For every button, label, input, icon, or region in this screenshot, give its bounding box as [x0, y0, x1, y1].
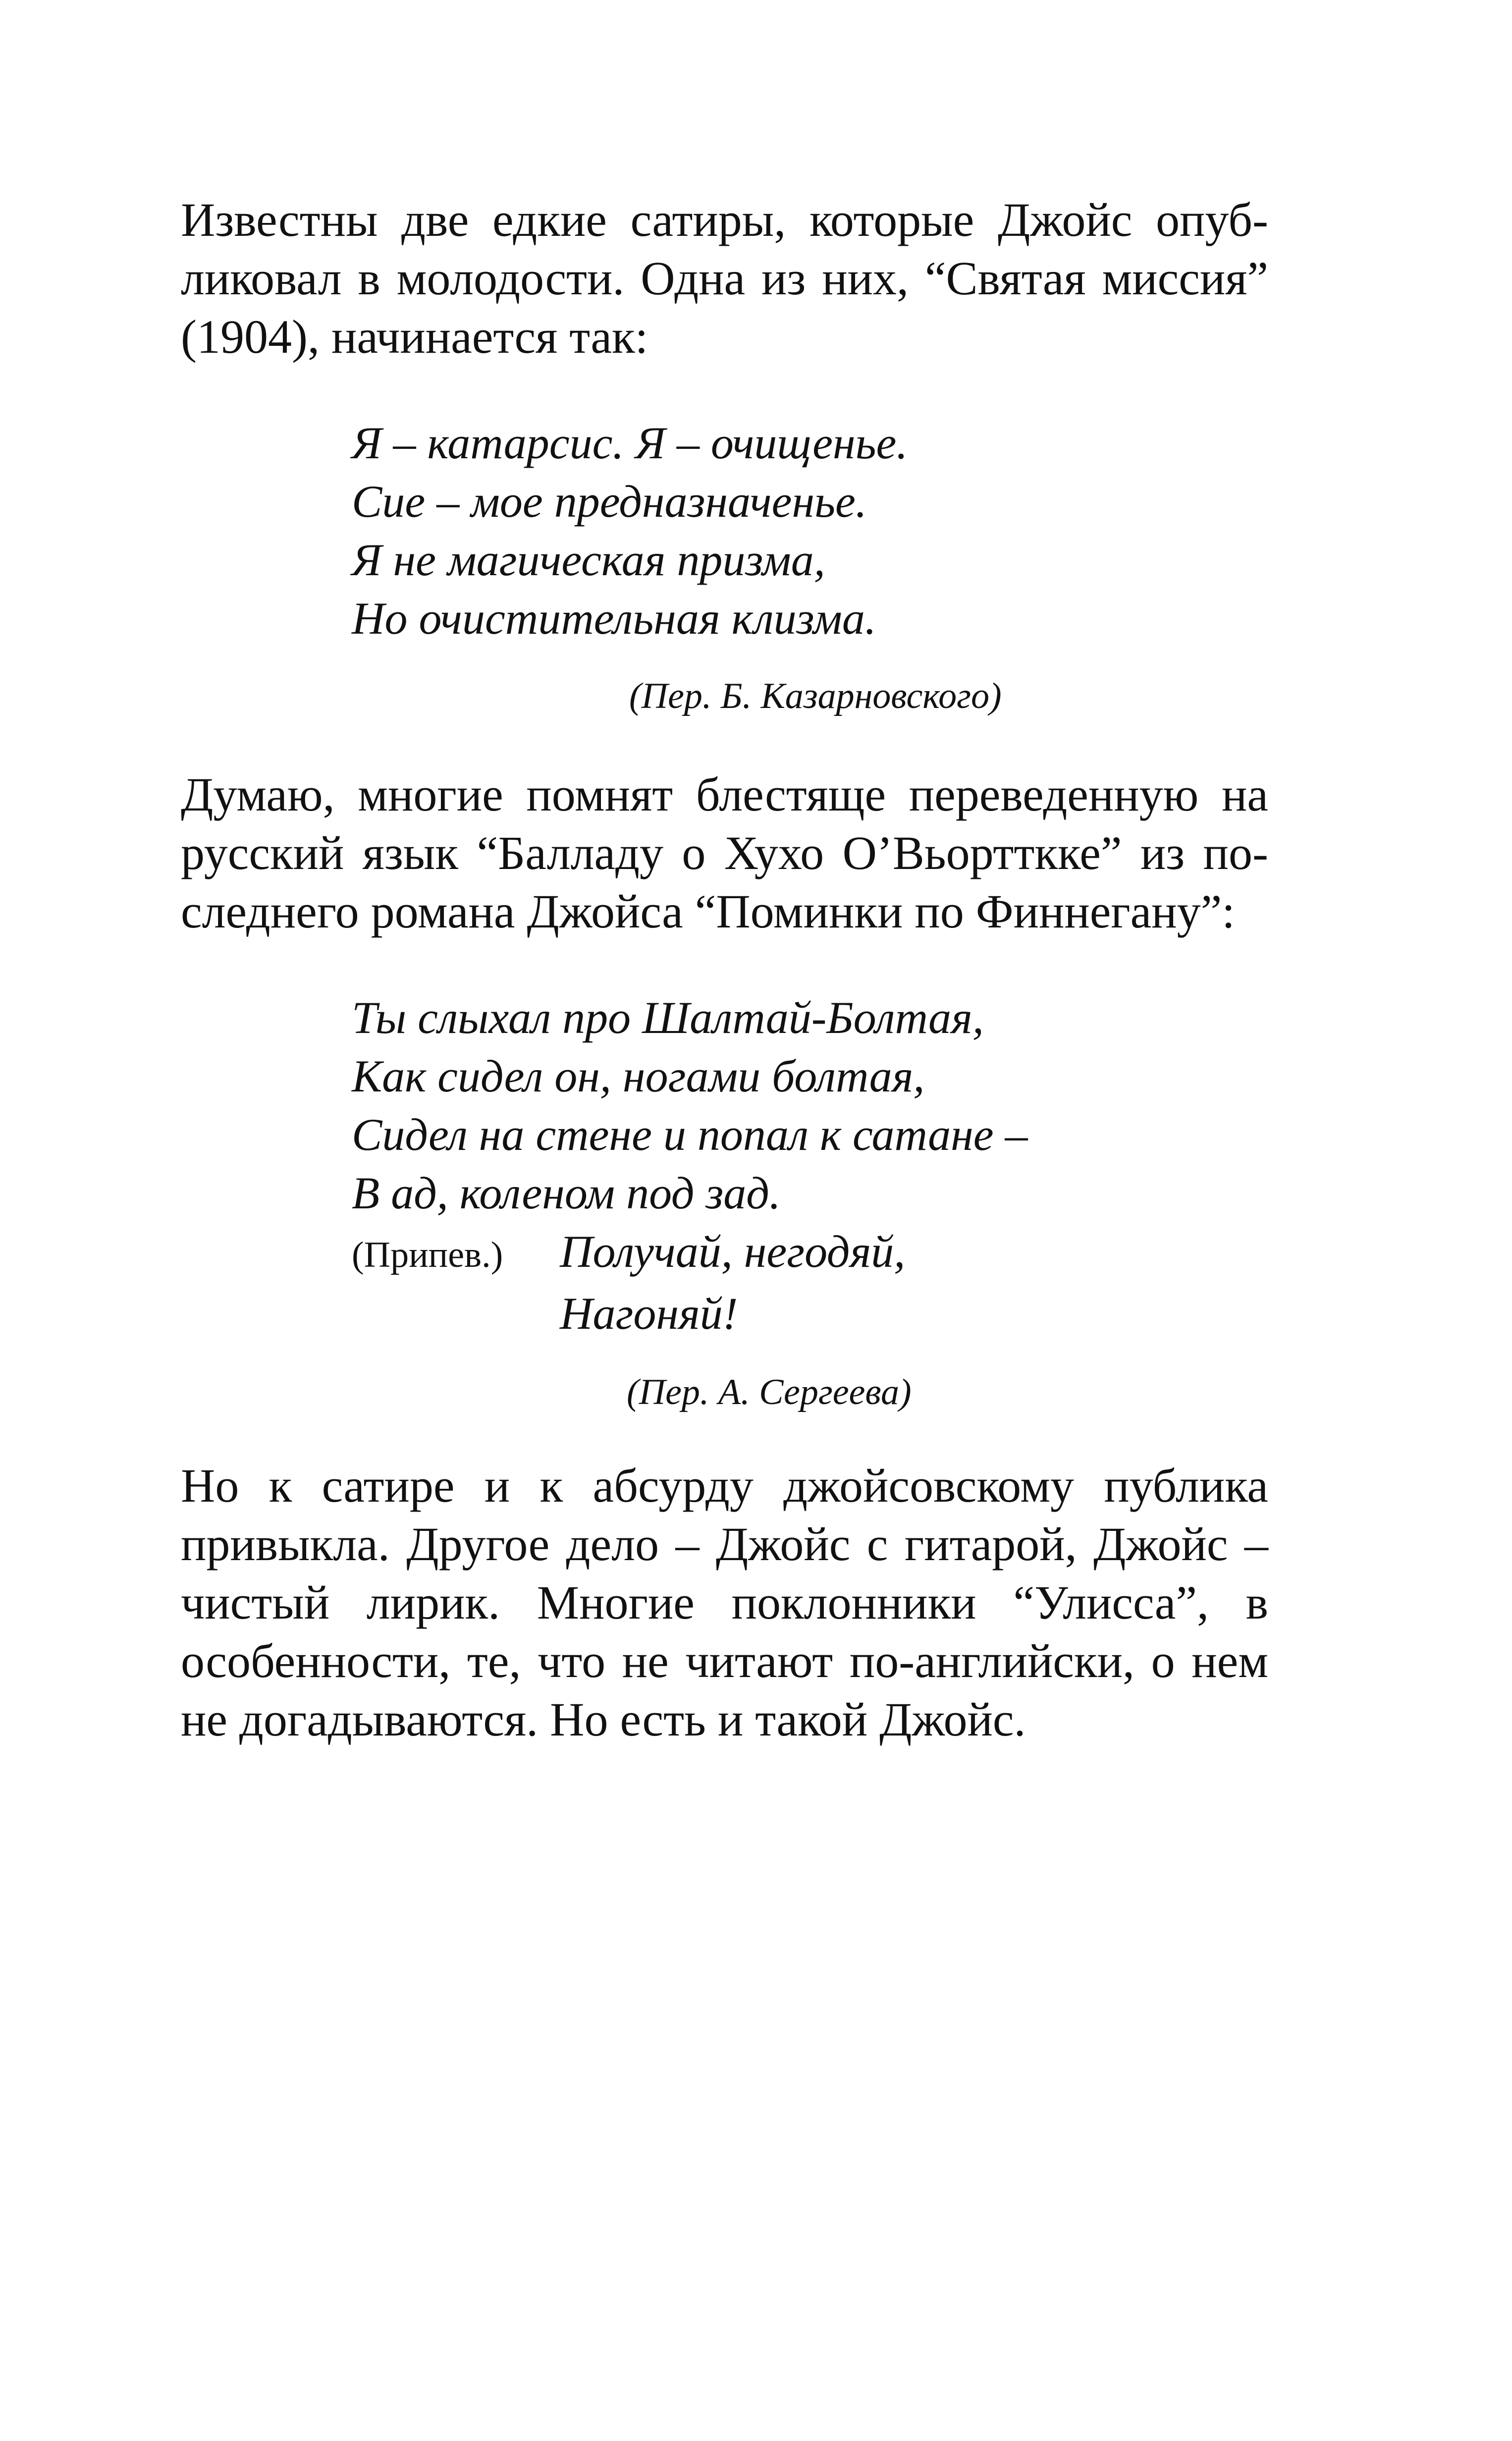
- text-line: следнего романа Джойса “Поминки по Финнегану”:: [181, 885, 1235, 938]
- refrain-text: Получай, негодяй,: [560, 1226, 906, 1277]
- verse-line: Я не магическая призма,: [352, 535, 825, 585]
- text-line: (1904), начинается так:: [181, 310, 648, 363]
- text-line: Но к сатире и к абсурду джойсовскому публика: [181, 1459, 1268, 1512]
- refrain-label: (Припев.): [352, 1235, 503, 1275]
- text-line: привыкла. Другое дело – Джойс с гитарой, Джойс –: [181, 1518, 1268, 1571]
- verse-line: Сие – мое предназначенье.: [352, 476, 867, 527]
- verse-line: Я – катарсис. Я – очищенье.: [352, 418, 908, 468]
- text-line: чистый лирик. Многие поклонники “Улисса”, в: [181, 1576, 1268, 1629]
- verse-line: Сидел на стене и попал к сатане –: [352, 1109, 1028, 1160]
- refrain-line: [352, 1222, 1028, 1284]
- text-line: особенности, те, что не читают по-английски, о нем: [181, 1634, 1268, 1687]
- poem-ballad: [352, 988, 1028, 1343]
- text-line: русский язык “Балладу о Хухо О’Вьортткке” из по-: [181, 826, 1268, 879]
- refrain-line: Нагоняй!: [560, 1288, 738, 1339]
- verse-line: Как сидел он, ногами болтая,: [352, 1051, 925, 1101]
- verse-line: Ты слыхал про Шалтай-Болтая,: [352, 992, 984, 1043]
- text-line: Думаю, многие помнят блестяще переведенную на: [181, 768, 1268, 821]
- text-line: ликовал в молодости. Одна из них, “Святая миссия”: [181, 252, 1268, 305]
- text-line: не догадываются. Но есть и такой Джойс.: [181, 1693, 1026, 1746]
- paragraph-lyric: [181, 1457, 1268, 1749]
- paragraph-intro: [181, 191, 1268, 366]
- text-line: Известны две едкие сатиры, которые Джойс опуб-: [181, 193, 1268, 246]
- translator-credit: (Пер. А. Сергеева): [627, 1372, 912, 1412]
- verse-line: Но очистительная клизма.: [352, 593, 876, 644]
- poem-holy-office: [352, 414, 908, 648]
- verse-line: В ад, коленом под зад.: [352, 1168, 781, 1218]
- translator-credit: (Пер. Б. Казарновского): [629, 676, 1002, 716]
- paragraph-ballad: [181, 765, 1268, 941]
